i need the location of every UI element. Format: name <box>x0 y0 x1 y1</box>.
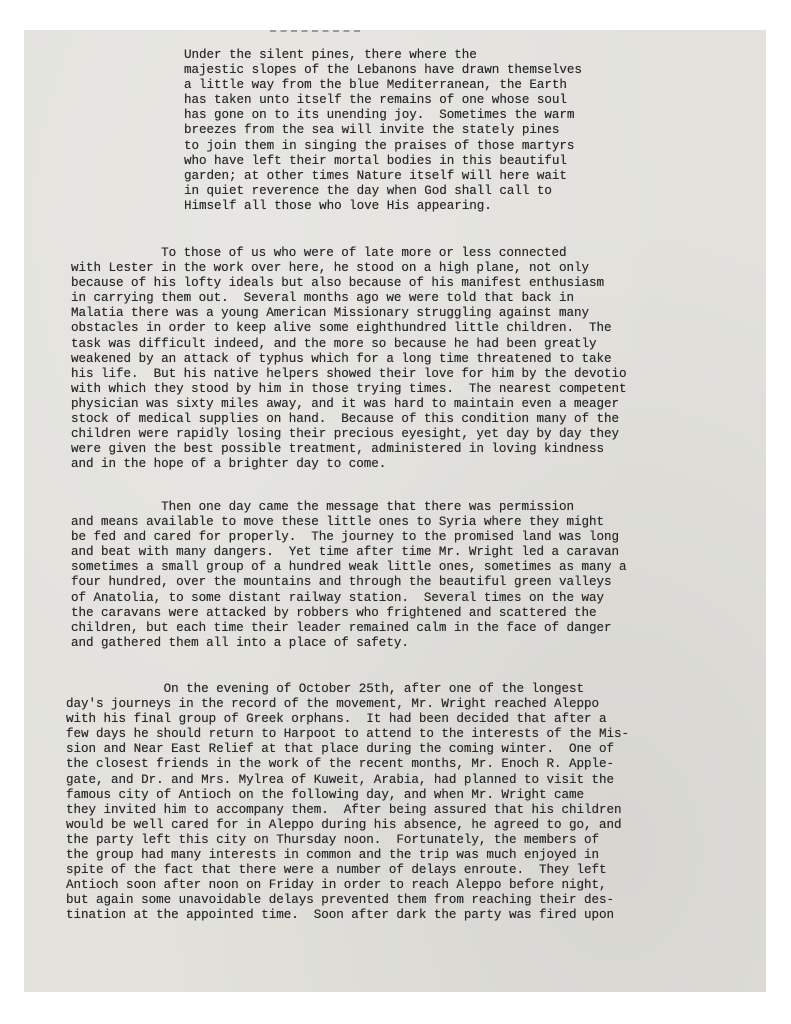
text-line: with his final group of Greek orphans. It had been decided that after a <box>66 712 607 727</box>
text-line: breezes from the sea will invite the stately pines <box>184 123 560 138</box>
text-line: famous city of Antioch on the following day, and when Mr. Wright came <box>66 787 585 802</box>
text-line: in quiet reverence the day when God shall call to <box>184 183 552 198</box>
text-line: To those of us who were of late more or less connected <box>71 246 567 260</box>
text-line: the party left this city on Thursday noon. Fortunately, the members of <box>66 832 600 847</box>
text-line: weakened by an attack of typhus which for a long time threatened to take <box>71 351 612 366</box>
text-line: physician was sixty miles away, and it was hard to maintain even a meager <box>71 396 620 411</box>
text-line: Then one day came the message that there was permission <box>71 500 575 514</box>
text-line: Malatia there was a young American Missionary struggling against many <box>71 306 590 321</box>
paragraph-october <box>66 682 629 924</box>
text-line: the closest friends in the work of the recent months, Mr. Enoch R. Apple- <box>66 757 615 772</box>
text-line: but again some unavoidable delays prevented them from reaching their des- <box>66 893 615 908</box>
text-line: were given the best possible treatment, administered in loving kindness <box>71 442 605 457</box>
text-line: his life. But his native helpers showed their love for him by the devotio <box>71 366 627 381</box>
text-line: gate, and Dr. and Mrs. Mylrea of Kuweit, Arabia, had planned to visit the <box>66 772 615 787</box>
paragraph-malatia <box>71 246 627 472</box>
text-line: a little way from the blue Mediterranean, the Earth <box>184 78 567 93</box>
text-line: Under the silent pines, there where the <box>184 48 477 62</box>
text-line: spite of the fact that there were a number of delays enroute. They left <box>66 863 607 878</box>
paragraph-journey <box>71 500 627 651</box>
page-top-mark <box>270 30 360 36</box>
text-line: because of his lofty ideals but also because of his manifest enthusiasm <box>71 276 605 291</box>
text-line: the caravans were attacked by robbers who frightened and scattered the <box>71 605 597 620</box>
text-line: task was difficult indeed, and the more so because he had been greatly <box>71 336 597 351</box>
typewritten-page <box>24 30 766 992</box>
text-line: On the evening of October 25th, after one of the longest <box>66 682 585 696</box>
text-line: with which they stood by him in those trying times. The nearest competent <box>71 381 627 396</box>
text-line: with Lester in the work over here, he stood on a high plane, not only <box>71 261 590 276</box>
text-line: few days he should return to Harpoot to attend to the interests of the Mis- <box>66 727 630 742</box>
text-line: has taken unto itself the remains of one whose soul <box>184 93 567 108</box>
text-line: garden; at other times Nature itself will here wait <box>184 168 567 183</box>
text-line: stock of medical supplies on hand. Because of this condition many of the <box>71 412 620 427</box>
text-line: majestic slopes of the Lebanons have drawn themselves <box>184 63 582 78</box>
text-line: day's journeys in the record of the movement, Mr. Wright reached Aleppo <box>66 697 600 712</box>
memorial-stanza <box>184 48 582 214</box>
text-line: the group had many interests in common and the trip was much enjoyed in <box>66 848 600 863</box>
text-line: obstacles in order to keep alive some eighthundred little children. The <box>71 321 612 336</box>
text-line: children, but each time their leader remained calm in the face of danger <box>71 620 612 635</box>
text-line: to join them in singing the praises of those martyrs <box>184 138 575 153</box>
text-line: in carrying them out. Several months ago we were told that back in <box>71 291 575 306</box>
text-line: and in the hope of a brighter day to come. <box>71 457 387 472</box>
text-line: who have left their mortal bodies in this beautiful <box>184 153 567 168</box>
text-line: tination at the appointed time. Soon after dark the party was fired upon <box>66 908 615 923</box>
text-line: and beat with many dangers. Yet time after time Mr. Wright led a caravan <box>71 545 620 560</box>
text-line: children were rapidly losing their precious eyesight, yet day by day they <box>71 427 620 442</box>
text-line: and gathered them all into a place of safety. <box>71 635 409 650</box>
text-line: four hundred, over the mountains and through the beautiful green valleys <box>71 575 612 590</box>
text-line: they invited him to accompany them. After being assured that his children <box>66 802 622 817</box>
text-line: Himself all those who love His appearing. <box>184 198 492 213</box>
text-line: and means available to move these little ones to Syria where they might <box>71 515 605 530</box>
text-line: sion and Near East Relief at that place during the coming winter. One of <box>66 742 615 757</box>
text-line: would be well cared for in Aleppo during his absence, he agreed to go, and <box>66 817 622 832</box>
text-line: has gone on to its unending joy. Sometimes the warm <box>184 108 575 123</box>
text-line: sometimes a small group of a hundred weak little ones, sometimes as many a <box>71 560 627 575</box>
text-line: Antioch soon after noon on Friday in order to reach Aleppo before night, <box>66 878 607 893</box>
text-line: be fed and cared for properly. The journey to the promised land was long <box>71 530 620 545</box>
text-line: of Anatolia, to some distant railway station. Several times on the way <box>71 590 605 605</box>
